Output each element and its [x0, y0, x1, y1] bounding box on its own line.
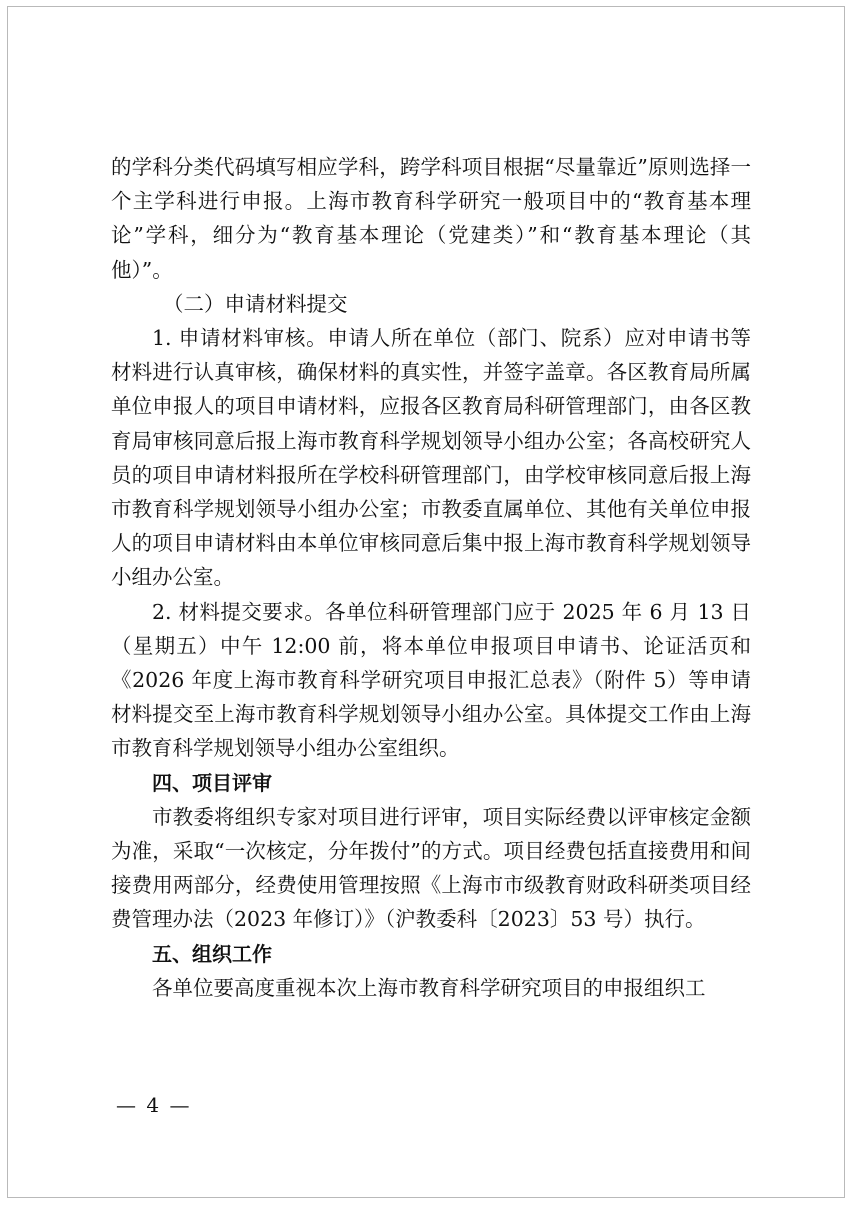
- heading-project-review: 四、项目评审: [152, 770, 272, 795]
- paragraph-discipline-continued: 的学科分类代码填写相应学科，跨学科项目根据“尽量靠近”原则选择一个主学科进行申报。上海市教育科学研究一般项目中的“教育基本理论”学科，细分为“教育基本理论（党建类）”和“教育基本理论（其他）”。: [111, 155, 751, 282]
- paragraph-project-review: 市教委将组织专家对项目进行评审，项目实际经费以评审核定金额为准，采取“一次核定，分年拨付”的方式。项目经费包括直接费用和间接费用两部分，经费使用管理按照《上海市市级教育财政科研类项目经费管理办法（2023 年修订）》（沪教委科〔2023〕53 号）执行。: [111, 804, 751, 932]
- subheading-materials-submission: （二）申请材料提交: [163, 291, 348, 316]
- page-number: — 4 —: [116, 1093, 192, 1117]
- paragraph-materials-review: 1. 申请材料审核。申请人所在单位（部门、院系）应对申请书等材料进行认真审核，确保材料的真实性，并签字盖章。各区教育局所属单位申报人的项目申请材料，应报各区教育局科研管理部门，由各区教育局审核同意后报上海市教育科学规划领导小组办公室；各高校研究人员的项目申请材料报所在学校科研管理部门，由学校审核同意后报上海市教育科学规划领导小组办公室；市教委直属单位、其他有关单位申报人的项目申请材料由本单位审核同意后集中报上海市教育科学规划领导小组办公室。: [111, 326, 751, 590]
- document-body: [111, 150, 751, 1005]
- paragraph-organization-work: 各单位要高度重视本次上海市教育科学研究项目的申报组织工: [152, 975, 706, 1000]
- heading-organization-work: 五、组织工作: [152, 941, 272, 966]
- paragraph-submission-requirements: 2. 材料提交要求。各单位科研管理部门应于 2025 年 6 月 13 日（星期五）中午 12:00 前，将本单位申报项目申请书、论证活页和《2026 年度上海市教育科学研究项目申报汇总表》（附件 5）等申请材料提交至上海市教育科学规划领导小组办公室。具体提交工作由上海市教育科学规划领导小组办公室组织。: [111, 599, 751, 761]
